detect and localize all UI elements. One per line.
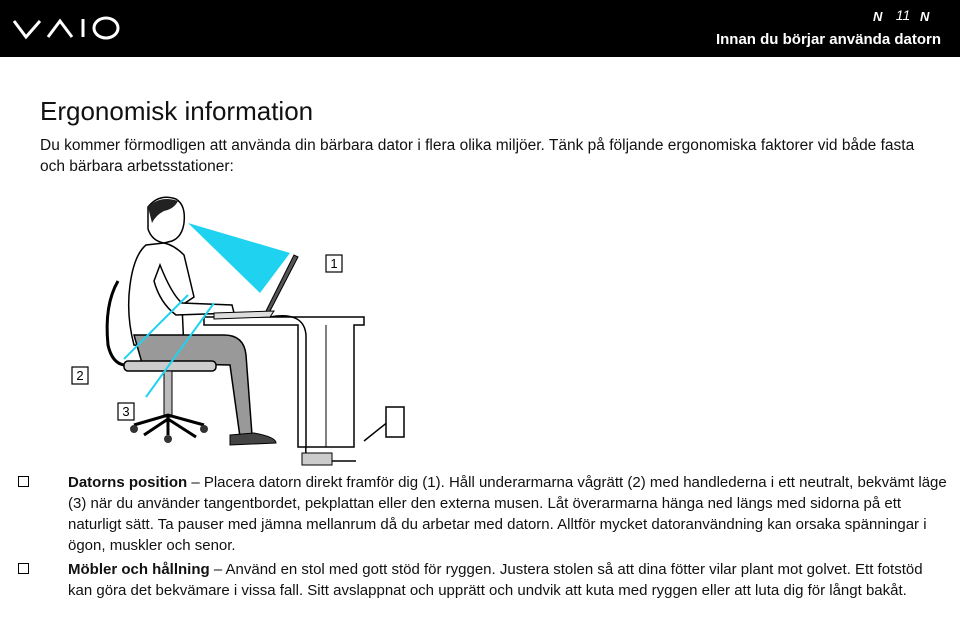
next-page-button[interactable]: N bbox=[920, 9, 930, 24]
checkbox-bullet-icon bbox=[18, 476, 29, 487]
bullet-title: Datorns position bbox=[68, 474, 188, 491]
ergonomic-tips-list bbox=[18, 472, 948, 604]
page-title: Ergonomisk information bbox=[40, 96, 314, 126]
chair-back bbox=[107, 281, 124, 365]
line-of-sight-cone bbox=[188, 223, 290, 293]
page-number: 11 bbox=[895, 7, 911, 23]
wall-socket bbox=[386, 407, 404, 437]
ergonomic-posture-illustration bbox=[64, 185, 424, 470]
section-title: Innan du börjar använda datorn bbox=[715, 31, 941, 48]
callout-3-label: 3 bbox=[122, 404, 130, 419]
callout-1-label: 1 bbox=[330, 256, 338, 271]
list-item bbox=[18, 559, 948, 601]
vaio-logo bbox=[12, 13, 122, 43]
bullet-title: Möbler och hållning bbox=[68, 561, 210, 578]
list-item bbox=[18, 472, 948, 556]
bullet-text: – Placera datorn direkt framför dig (1). Håll underarmarna vågrätt (2) med handlederna i ett neutralt, bekvämt läge (3) när du använder tangentbordet, pekplattan eller den externa musen. Låt överarmarna hänga ned längs med sidorna på ett naturligt sätt. Ta pauser med jämna mellanrum då du arbetar med datorn. Alltför mycket datoranvändning kan orsaka spänningar i ögon, muskler och senor. bbox=[68, 474, 947, 554]
callout-2-label: 2 bbox=[76, 368, 84, 383]
previous-page-button[interactable]: N bbox=[873, 9, 883, 24]
checkbox-bullet-icon bbox=[18, 563, 29, 574]
header-bar bbox=[0, 0, 960, 57]
chair-base bbox=[134, 415, 204, 437]
intro-paragraph: Du kommer förmodligen att använda din bärbara dator i flera olika miljöer. Tänk på följande ergonomiska faktorer vid både fasta och bärbara arbetsstationer: bbox=[40, 137, 915, 175]
bullet-text: – Använd en stol med gott stöd för ryggen. Justera stolen så att dina fötter vilar plant mot golvet. Ett fotstöd kan göra det bekvämare i vissa fall. Sitt avslappnat och upprätt och undvik att kuta med ryggen eller att luta dig för långt bakåt. bbox=[68, 561, 923, 599]
